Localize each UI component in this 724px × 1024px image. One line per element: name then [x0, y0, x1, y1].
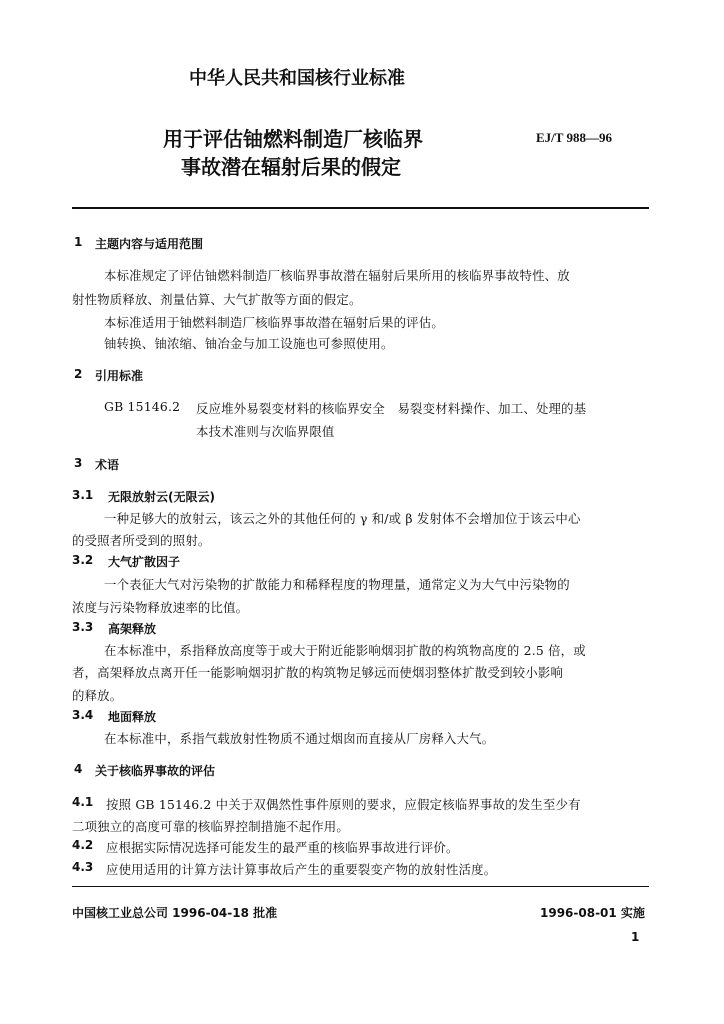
section-3-2-line-1: 一个表征大气对污染物的扩散能力和稀释程度的物理量，通常定义为大气中污染物的 — [104, 577, 570, 592]
section-2-number: 2 — [74, 367, 83, 381]
section-1-number: 1 — [74, 235, 83, 249]
page-number: 1 — [631, 930, 640, 944]
clause-4-2-number: 4.2 — [72, 838, 94, 852]
section-3-title: 术语 — [95, 458, 120, 472]
section-4-title: 关于核临界事故的评估 — [95, 764, 216, 778]
section-3-2-title: 大气扩散因子 — [108, 555, 181, 569]
section-1-paragraph-2: 本标准适用于铀燃料制造厂核临界事故潜在辐射后果的评估。 — [104, 315, 444, 330]
section-3-4-line-1: 在本标准中，系指气载放射性物质不通过烟囱而直接从厂房释入大气。 — [104, 731, 495, 746]
section-3-1-line-1: 一种足够大的放射云，该云之外的其他任何的 γ 和/或 β 发射体不会增加位于该云中心 — [104, 511, 581, 526]
section-3-4-number: 3.4 — [72, 708, 94, 722]
section-1-paragraph-3: 铀转换、铀浓缩、铀冶金与加工设施也可参照使用。 — [104, 336, 394, 351]
standard-code: EJ/T 988—96 — [536, 130, 612, 145]
section-1-paragraph-1-line-2: 射性物质释放、剂量估算、大气扩散等方面的假定。 — [72, 292, 362, 307]
section-3-4-title: 地面释放 — [108, 710, 157, 724]
document-title-line-2: 事故潜在辐射后果的假定 — [181, 155, 401, 179]
footer-divider — [72, 886, 649, 887]
document-title-line-1: 用于评估铀燃料制造厂核临界 — [163, 127, 423, 151]
clause-4-2-line-1: 应根据实际情况选择可能发生的最严重的核临界事故进行评价。 — [106, 840, 459, 855]
section-2-title: 引用标准 — [95, 369, 144, 383]
section-3-number: 3 — [74, 456, 83, 470]
title-divider — [72, 207, 649, 209]
section-3-1-number: 3.1 — [72, 488, 94, 502]
section-1-paragraph-1-line-1: 本标准规定了评估铀燃料制造厂核临界事故潜在辐射后果所用的核临界事故特性、放 — [104, 268, 570, 283]
section-3-3-line-1: 在本标准中，系指释放高度等于或大于附近能影响烟羽扩散的构筑物高度的 2.5 倍，或 — [104, 643, 586, 658]
section-3-1-line-2: 的受照者所受到的照射。 — [72, 533, 211, 548]
section-3-3-title: 高架释放 — [108, 622, 157, 636]
clause-4-3-number: 4.3 — [72, 860, 94, 874]
clause-4-1-number: 4.1 — [72, 795, 94, 809]
reference-title-line-2: 本技术准则与次临界限值 — [196, 424, 335, 439]
clause-4-1-line-1: 按照 GB 15146.2 中关于双偶然性事件原则的要求，应假定核临界事故的发生至少有 — [106, 797, 581, 812]
effective-date-line: 1996-08-01 实施 — [540, 906, 645, 920]
reference-title-line-1: 反应堆外易裂变材料的核临界安全 易裂变材料操作、加工、处理的基 — [196, 401, 587, 416]
section-1-title: 主题内容与适用范围 — [95, 237, 204, 251]
section-3-1-title: 无限放射云(无限云) — [108, 490, 215, 504]
section-4-number: 4 — [74, 762, 83, 776]
clause-4-1-line-2: 二项独立的高度可靠的核临界控制措施不起作用。 — [72, 819, 349, 834]
clause-4-3-line-1: 应使用适用的计算方法计算事故后产生的重要裂变产物的放射性活度。 — [106, 862, 497, 877]
approval-line: 中国核工业总公司 1996-04-18 批准 — [72, 906, 278, 920]
section-3-3-number: 3.3 — [72, 620, 94, 634]
section-3-2-number: 3.2 — [72, 553, 94, 567]
reference-code: GB 15146.2 — [104, 399, 181, 414]
section-3-3-line-2: 者，高架释放点离开任一能影响烟羽扩散的构筑物足够远而使烟羽整体扩散受到较小影响 — [72, 665, 564, 680]
section-3-3-line-3: 的释放。 — [72, 688, 123, 703]
section-3-2-line-2: 浓度与污染物释放速率的比值。 — [72, 600, 249, 615]
standard-category-header: 中华人民共和国核行业标准 — [189, 68, 405, 89]
